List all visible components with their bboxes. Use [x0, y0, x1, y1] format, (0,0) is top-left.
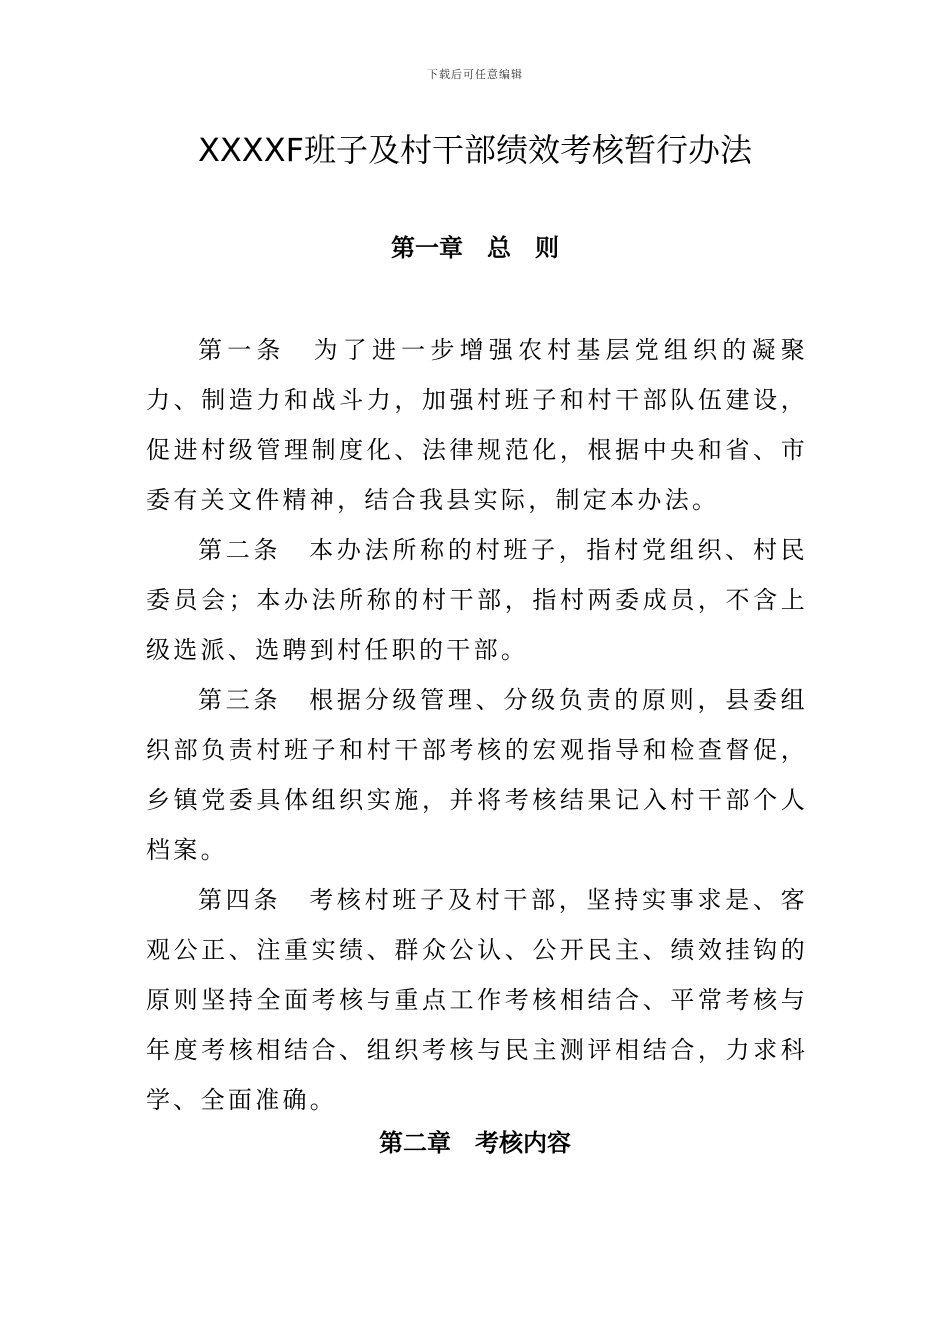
- article-text: 本办法所称的村班子，指村党组织、村民委员会；本办法所称的村干部，指村两委成员，不含上级选派、选聘到村任职的干部。: [146, 536, 808, 664]
- article-text: 考核村班子及村干部，坚持实事求是、客观公正、注重实绩、群众公认、公开民主、绩效挂钩的原则坚持全面考核与重点工作考核相结合、平常考核与年度考核相结合、组织考核与民主测评相结合，力求科学、全面准确。: [146, 886, 808, 1114]
- chapter-heading-1: 第一章 总 则: [391, 234, 559, 262]
- article-list: [146, 325, 808, 1125]
- article-1: [146, 325, 808, 525]
- header-note: 下载后可任意编辑: [427, 68, 523, 81]
- article-2: [146, 525, 808, 675]
- article-text: 为了进一步增强农村基层党组织的凝聚力、制造力和战斗力，加强村班子和村干部队伍建设，促进村级管理制度化、法律规范化，根据中央和省、市委有关文件精神，结合我县实际，制定本办法。: [146, 336, 808, 514]
- article-3: [146, 675, 808, 875]
- article-number: 第三条: [198, 686, 282, 714]
- article-text: 根据分级管理、分级负责的原则，县委组织部负责村班子和村干部考核的宏观指导和检查督促，乡镇党委具体组织实施，并将考核结果记入村干部个人档案。: [146, 686, 808, 864]
- chapter-heading-2: 第二章 考核内容: [379, 1129, 571, 1157]
- document-title: XXXXF班子及村干部绩效考核暂行办法: [197, 131, 753, 169]
- article-number: 第四条: [198, 886, 282, 914]
- article-4: [146, 875, 808, 1125]
- article-number: 第一条: [198, 336, 286, 364]
- article-number: 第二条: [198, 536, 282, 564]
